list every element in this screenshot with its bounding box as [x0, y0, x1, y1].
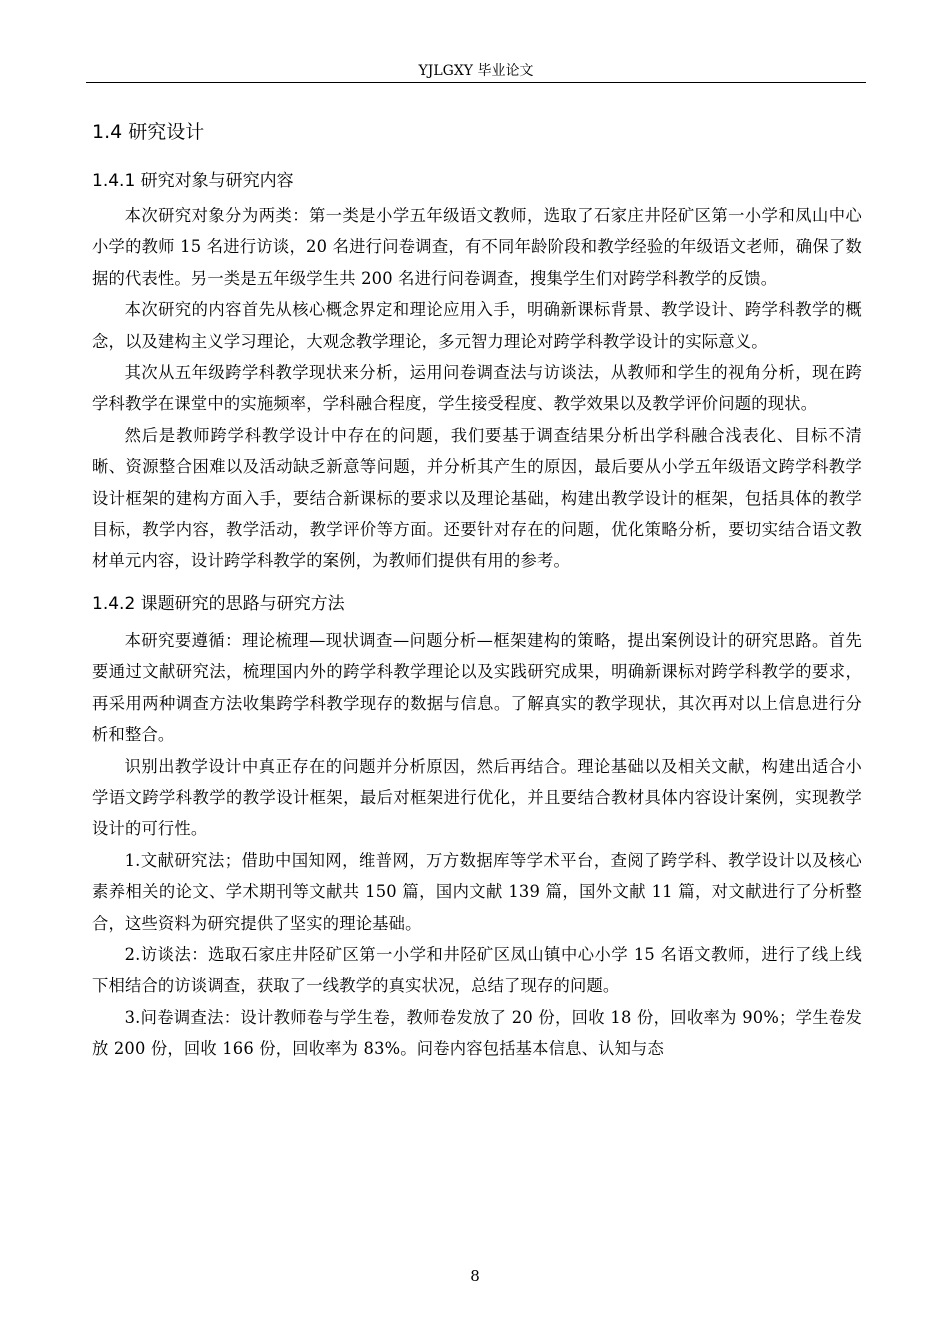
subsection-heading-1-4-2: 1.4.2 课题研究的思路与研究方法 [92, 593, 345, 614]
running-header: YJLGXY 毕业论文 [418, 63, 534, 79]
subsection-heading-1-4-1: 1.4.1 研究对象与研究内容 [92, 171, 294, 191]
paragraph-interview-method: 2.访谈法：选取石家庄井陉矿区第一小学和井陉矿区凤山镇中心小学 15 名语文教师，进行了线上线下相结合的访谈调查，获取了一线教学的真实状况，总结了现存的问题。 [92, 944, 862, 996]
paragraph: 本次研究的内容首先从核心概念界定和理论应用入手，明确新课标背景、教学设计、跨学科教学的概念，以及建构主义学习理论，大观念教学理论，多元智力理论对跨学科教学设计的实际意义。 [92, 300, 862, 351]
paragraph: 识别出教学设计中真正存在的问题并分析原因，然后再结合。理论基础以及相关文献，构建出适合小学语文跨学科教学的教学设计框架，最后对框架进行优化，并且要结合教材具体内容设计案例，实现教学设计的可行性。 [92, 756, 862, 839]
page-number: 8 [470, 1267, 480, 1285]
paragraph-literature-method: 1.文献研究法；借助中国知网，维普网，万方数据库等学术平台，查阅了跨学科、教学设计以及核心素养相关的论文、学术期刊等文献共 150 篇，国内文献 139 篇，国外文献 11 篇，对文献进行了分析整合，这些资料为研究提供了坚实的理论基础。 [92, 850, 862, 933]
paragraph: 本次研究对象分为两类：第一类是小学五年级语文教师，选取了石家庄井陉矿区第一小学和凤山中心小学的教师 15 名进行访谈，20 名进行问卷调查，有不同年龄阶段和教学经验的年级语文老师，确保了数据的代表性。另一类是五年级学生共 200 名进行问卷调查，搜集学生们对跨学科教学的反馈。 [92, 206, 862, 288]
paragraph-questionnaire-method: 3.问卷调查法：设计教师卷与学生卷，教师卷发放了 20 份，回收 18 份，回收率为 90%；学生卷发放 200 份，回收 166 份，回收率为 83%。问卷内容包括基本信息、认知与态 [92, 1007, 862, 1059]
section-heading: 1.4 研究设计 [92, 121, 205, 143]
paragraph: 本研究要遵循：理论梳理—现状调查—问题分析—框架建构的策略，提出案例设计的研究思路。首先要通过文献研究法，梳理国内外的跨学科教学理论以及实践研究成果，明确新课标对跨学科教学的要求，再采用两种调查方法收集跨学科教学现存的数据与信息。了解真实的教学现状，其次再对以上信息进行分析和整合。 [92, 630, 862, 745]
paragraph: 其次从五年级跨学科教学现状来分析，运用问卷调查法与访谈法，从教师和学生的视角分析，现在跨学科教学在课堂中的实施频率，学科融合程度，学生接受程度、教学效果以及教学评价问题的现状。 [92, 363, 862, 414]
paragraph: 然后是教师跨学科教学设计中存在的问题，我们要基于调查结果分析出学科融合浅表化、目标不清晰、资源整合困难以及活动缺乏新意等问题，并分析其产生的原因，最后要从小学五年级语文跨学科教学设计框架的建构方面入手，要结合新课标的要求以及理论基础，构建出教学设计的框架，包括具体的教学目标，教学内容，教学活动，教学评价等方面。还要针对存在的问题，优化策略分析，要切实结合语文教材单元内容，设计跨学科教学的案例，为教师们提供有用的参考。 [92, 425, 862, 571]
page-body [92, 118, 862, 1065]
header-rule [86, 82, 866, 83]
